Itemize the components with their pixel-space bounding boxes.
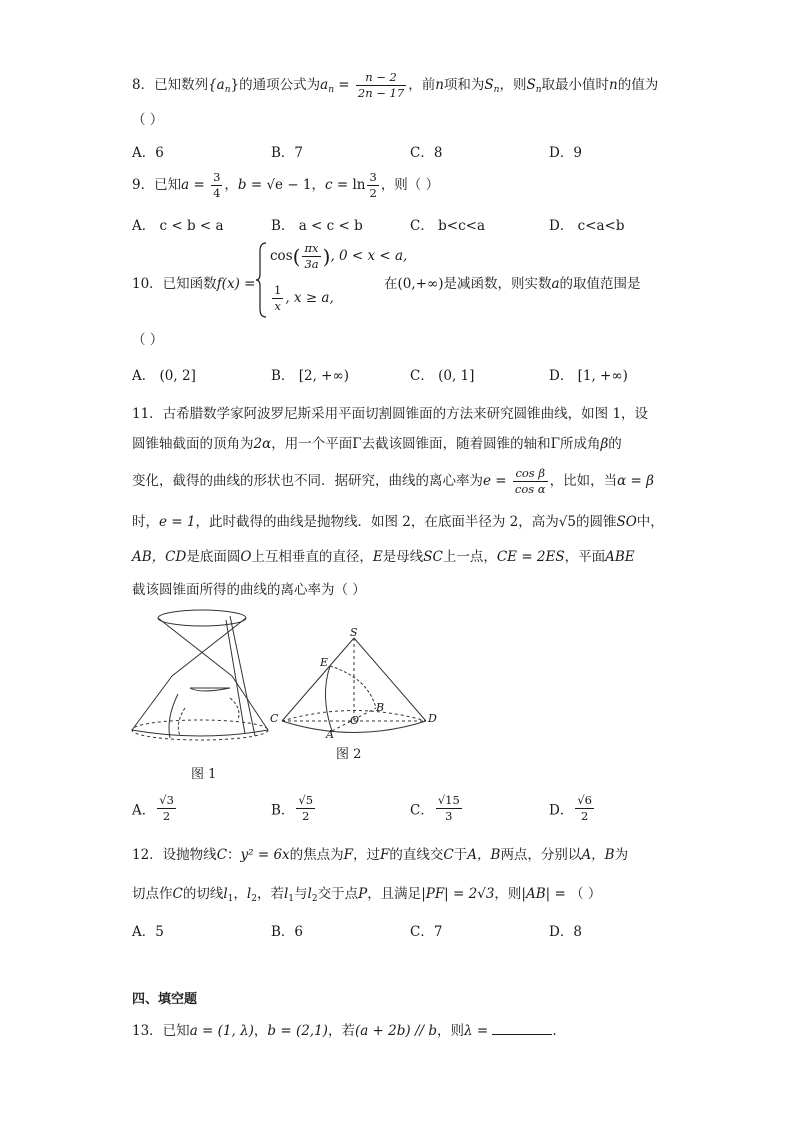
q8-option-a[interactable]: A．6 [132, 145, 164, 161]
q8-option-b[interactable]: B．7 [271, 145, 304, 161]
fig2-label-a: A [326, 728, 334, 741]
q10-case-2: $\frac{1}{x}$ , x ≥ a, [274, 283, 334, 313]
q11-option-a[interactable]: A． $\frac{√3}{2}$ [132, 793, 174, 823]
q10-option-d[interactable]: D． [1, +∞) [549, 368, 628, 384]
q12-line-2: 切点作C的切线$l_1$，$l_2$，若$l_1$与$l_2$交于点P，且满足|PF| = 2√3，则|AB| = （ ） [132, 886, 602, 904]
q11-line-1: 11．古希腊数学家阿波罗尼斯采用平面切割圆锥面的方法来研究圆锥曲线，如图 1，设 [132, 406, 649, 422]
q10-stem-tail: 在(0,+∞)是减函数，则实数a的取值范围是 [384, 276, 641, 292]
section-4-title: 四、填空题 [132, 992, 198, 1007]
q11-line-4: 时，e = 1，此时截得的曲线是抛物线．如图 2，在底面半径为 2，高为√5的圆锥SO中， [132, 514, 664, 530]
q11-option-c[interactable]: C． $\frac{√15}{3}$ [410, 793, 460, 823]
q11-line-6: 截该圆锥面所得的曲线的离心率为（ ） [132, 582, 366, 598]
q12-line-1: 12．设抛物线C：y² = 6x的焦点为F，过F的直线交C于A，B两点，分别以A，B为 [132, 847, 629, 863]
q9-option-a[interactable]: A． c < b < a [132, 218, 224, 234]
q9-option-b[interactable]: B． a < c < b [271, 218, 363, 234]
q12-option-d[interactable]: D．8 [549, 924, 582, 940]
q10-piecewise [256, 241, 408, 319]
figure-2-caption: 图 2 [336, 747, 362, 762]
q10-option-c[interactable]: C． (0, 1] [410, 368, 475, 384]
q11-line-3: 变化，截得的曲线的形状也不同．据研究，曲线的离心率为e = $\frac{\text{cos β}}{\text{cos α}}$ ，比如，当α = β [132, 466, 654, 496]
q9-option-d[interactable]: D． c<a<b [549, 218, 625, 234]
fig2-label-d: D [428, 712, 437, 725]
q8-answer-paren: （ ） [132, 112, 164, 128]
q9-option-c[interactable]: C． b<c<a [410, 218, 485, 234]
q10-option-a[interactable]: A． (0, 2] [132, 368, 196, 384]
q8-option-c[interactable]: C．8 [410, 145, 443, 161]
q10-stem-lead: 10．已知函数f(x) = [132, 276, 256, 292]
q8-stem: 8．已知数列$\{a_n\}$的通项公式为$a_n$ = $\frac{n - 2}{2n - 17}$ ，前n项和为$S_n$，则$S_n$取最小值时n的值为 [132, 70, 659, 100]
q12-option-a[interactable]: A．5 [132, 924, 164, 940]
brace-icon [256, 241, 268, 319]
q9-stem: 9．已知a = $\frac{3}{4}$ ，b = √e − 1，c = ln $\frac{3}{2}$ ，则（ ） [132, 170, 440, 200]
q11-line-2: 圆锥轴截面的顶角为2α，用一个平面Γ去截该圆锥面，随着圆锥的轴和Γ所成角β的 [132, 436, 622, 452]
q13-stem: 13．已知a = (1, λ)，b = (2,1)，若(a + 2b) // b，则λ = ． [132, 1023, 566, 1039]
fig2-label-o: O [350, 714, 360, 727]
q11-option-d[interactable]: D． $\frac{√6}{2}$ [549, 793, 592, 823]
q10-answer-paren: （ ） [132, 332, 164, 348]
figure-1-caption: 图 1 [191, 767, 217, 782]
fig2-label-s: S [350, 626, 358, 639]
q13-answer-blank[interactable] [492, 1022, 552, 1035]
q11-line-5: AB，CD是底面圆O上互相垂直的直径，E是母线SC上一点，CE = 2ES，平面ABE [132, 549, 635, 565]
q10-case-1: cos( $\frac{\pi x}{3a}$ ), 0 < x < a, [270, 241, 408, 271]
q12-option-c[interactable]: C．7 [410, 924, 443, 940]
fig2-label-b: B [376, 701, 385, 714]
q10-option-b[interactable]: B． [2, +∞) [271, 368, 349, 384]
q8-fraction: $\frac{n - 2}{2n - 17}$ [357, 70, 405, 100]
fig2-label-e: E [320, 656, 329, 669]
q8-option-d[interactable]: D．9 [549, 145, 582, 161]
fig2-label-c: C [270, 712, 279, 725]
q12-option-b[interactable]: B．6 [271, 924, 304, 940]
q11-option-b[interactable]: B． $\frac{√5}{2}$ [271, 793, 314, 823]
figure-1-double-cone [130, 608, 272, 748]
